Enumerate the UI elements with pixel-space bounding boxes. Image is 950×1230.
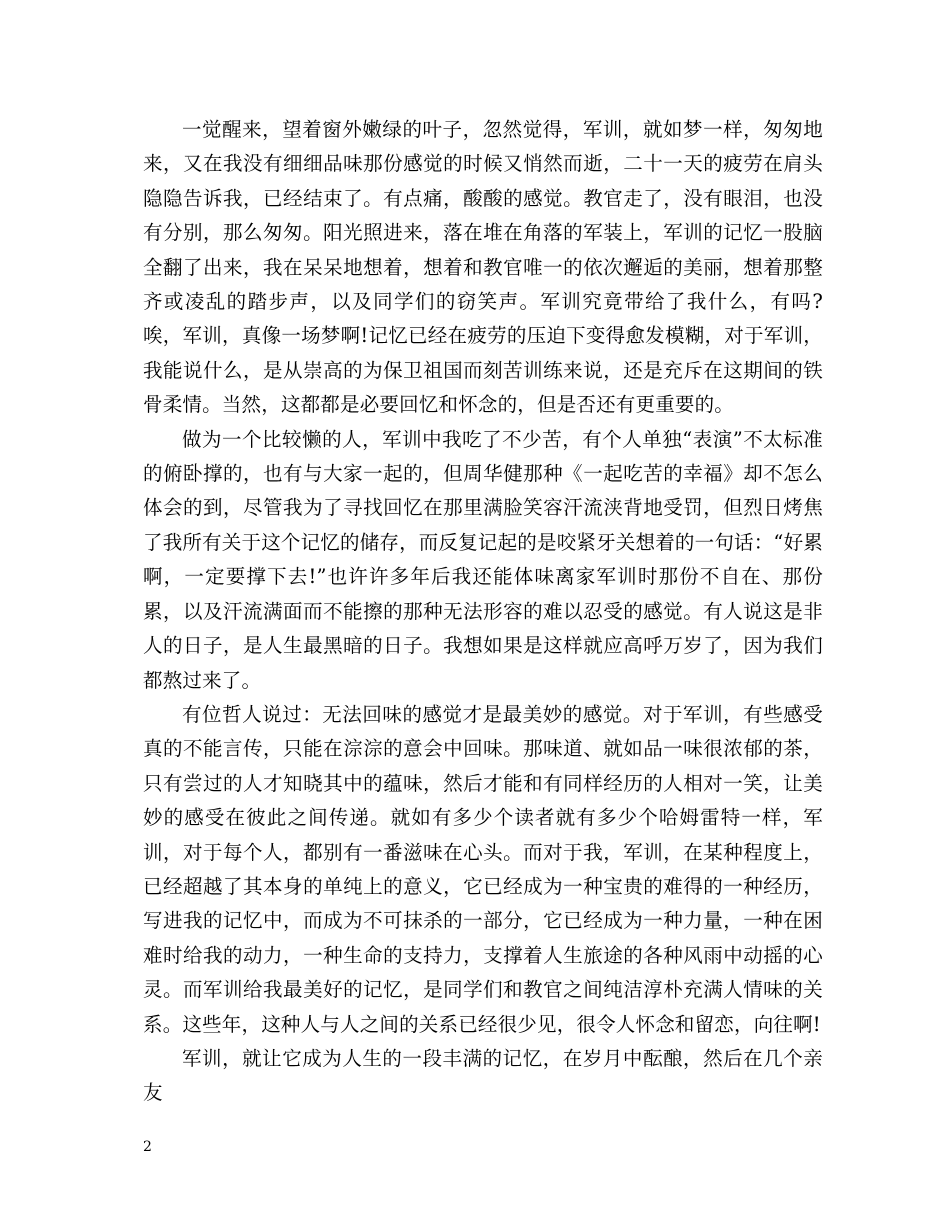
- body-text: [143, 113, 823, 1111]
- paragraph-4: 军训，就让它成为人生的一段丰满的记忆，在岁月中酝酿，然后在几个亲友: [143, 1046, 823, 1105]
- paragraph-1: 一觉醒来，望着窗外嫩绿的叶子，忽然觉得，军训，就如梦一样，匆匆地来，又在我没有细细品味那份感觉的时候又悄然而逝，二十一天的疲劳在肩头隐隐告诉我，已经结束了。有点痛，酸酸的感觉。教官走了，没有眼泪，也没有分别，那么匆匆。阳光照进来，落在堆在角落的军装上，军训的记忆一股脑全翻了出来，我在呆呆地想着，想着和教官唯一的依次邂逅的美丽，想着那整齐或凌乱的踏步声，以及同学们的窃笑声。军训究竟带给了我什么，有吗?唉，军训，真像一场梦啊!记忆已经在疲劳的压迫下变得愈发模糊，对于军训，我能说什么，是从崇高的为保卫祖国而刻苦训练来说，还是充斥在这期间的铁骨柔情。当然，这都都是必要回忆和怀念的，但是否还有更重要的。: [143, 118, 823, 417]
- paragraph-2: 做为一个比较懒的人，军训中我吃了不少苦，有个人单独“表演”不太标准的俯卧撑的，也有与大家一起的，但周华健那种《一起吃苦的幸福》却不怎么体会的到，尽管我为了寻找回忆在那里满脸笑容汗流浃背地受罚，但烈日烤焦了我所有关于这个记忆的储存，而反复记起的是咬紧牙关想着的一句话：“好累啊，一定要撑下去!”也许许多年后我还能体味离家军训时那份不自在、那份累，以及汗流满面而不能擦的那种无法形容的难以忍受的感觉。有人说这是非人的日子，是人生最黑暗的日子。我想如果是这样就应高呼万岁了，因为我们都熬过来了。: [143, 427, 823, 692]
- paragraph-3: 有位哲人说过：无法回味的感觉才是最美妙的感觉。对于军训，有些感受真的不能言传，只能在淙淙的意会中回味。那味道、就如品一味很浓郁的茶，只有尝过的人才知晓其中的蕴味，然后才能和有同样经历的人相对一笑，让美妙的感受在彼此之间传递。就如有多少个读者就有多少个哈姆雷特一样，军训，对于每个人，都别有一番滋味在心头。而对于我，军训，在某种程度上，已经超越了其本身的单纯上的意义，它已经成为一种宝贵的难得的一种经历，写进我的记忆中，而成为不可抹杀的一部分，它已经成为一种力量，一种在困难时给我的动力，一种生命的支持力，支撑着人生旅途的各种风雨中动摇的心灵。而军训给我最美好的记忆，是同学们和教官之间纯洁淳朴充满人情味的关系。这些年，这种人与人之间的关系已经很少见，很令人怀念和留恋，向往啊!: [143, 702, 823, 1036]
- page-number: 2: [143, 1139, 152, 1155]
